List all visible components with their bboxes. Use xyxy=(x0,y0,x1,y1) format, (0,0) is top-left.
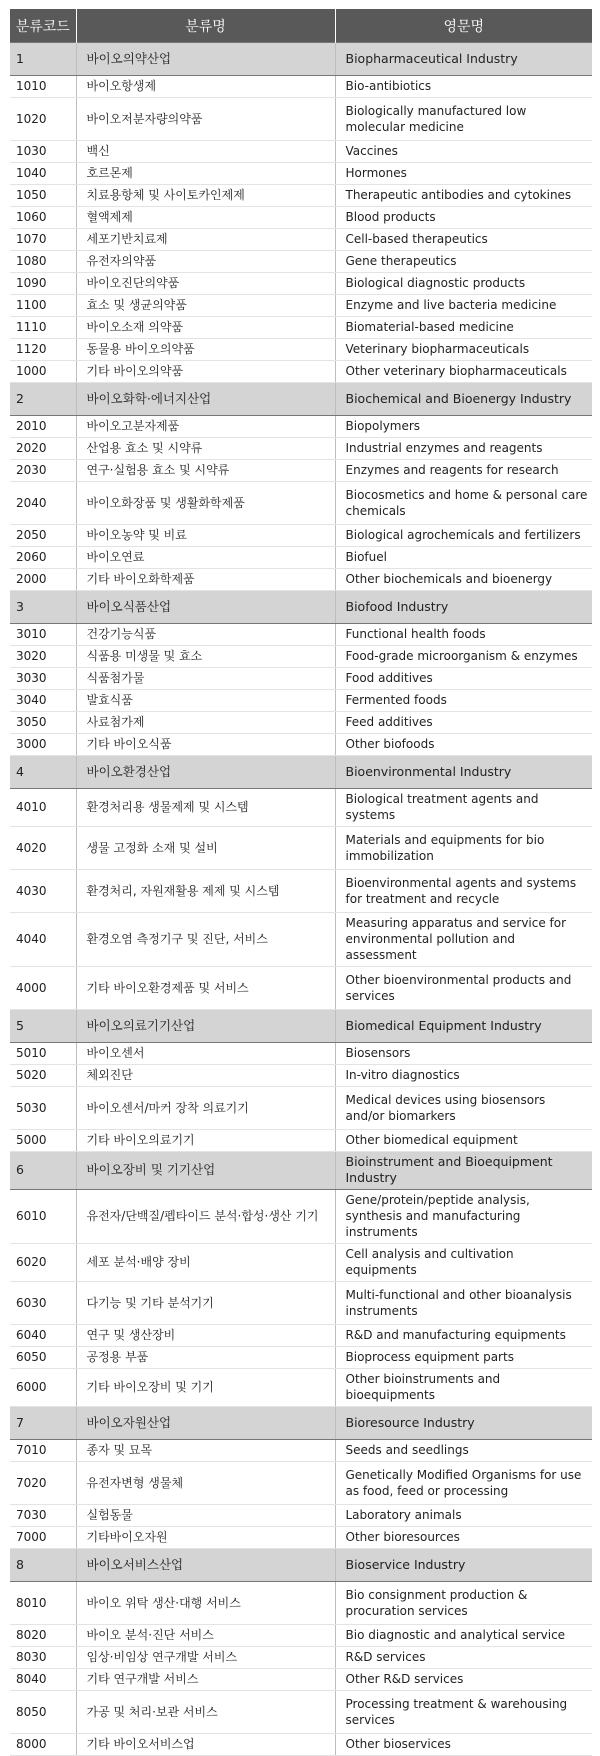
item-english-name: Veterinary biopharmaceuticals xyxy=(335,339,592,361)
item-english-name: Bio diagnostic and analytical service xyxy=(335,1625,592,1647)
table-row xyxy=(10,1505,592,1527)
item-english-name: Other bioresources xyxy=(335,1527,592,1549)
table-row xyxy=(10,76,592,98)
table-row xyxy=(10,460,592,482)
table-row xyxy=(10,361,592,383)
category-code: 1 xyxy=(10,43,76,76)
item-korean-name: 기타 바이오의약품 xyxy=(76,361,335,383)
header-row xyxy=(10,9,592,43)
item-english-name: Cell analysis and cultivation equipments xyxy=(335,1244,592,1282)
table-row xyxy=(10,1244,592,1282)
table-row xyxy=(10,525,592,547)
item-code: 8050 xyxy=(10,1691,76,1734)
item-code: 8020 xyxy=(10,1625,76,1647)
item-english-name: Other bioservices xyxy=(335,1734,592,1756)
item-english-name: Genetically Modified Organisms for use as food, feed or processing xyxy=(335,1462,592,1505)
item-code: 3020 xyxy=(10,646,76,668)
item-english-name: Other bioenvironmental products and services xyxy=(335,967,592,1010)
table-row xyxy=(10,482,592,525)
item-english-name: Materials and equipments for bio immobilization xyxy=(335,827,592,870)
item-english-name: Biosensors xyxy=(335,1043,592,1065)
item-korean-name: 유전자변형 생물체 xyxy=(76,1462,335,1505)
item-code: 8030 xyxy=(10,1647,76,1669)
category-english-name: Biomedical Equipment Industry xyxy=(335,1010,592,1043)
table-row xyxy=(10,438,592,460)
item-code: 1010 xyxy=(10,76,76,98)
item-korean-name: 바이오센서 xyxy=(76,1043,335,1065)
table-row xyxy=(10,1462,592,1505)
table-row xyxy=(10,185,592,207)
item-english-name: Enzyme and live bacteria medicine xyxy=(335,295,592,317)
item-code: 6050 xyxy=(10,1347,76,1369)
item-english-name: Blood products xyxy=(335,207,592,229)
item-code: 2050 xyxy=(10,525,76,547)
item-code: 1110 xyxy=(10,317,76,339)
item-korean-name: 종자 및 묘목 xyxy=(76,1440,335,1462)
category-row xyxy=(10,1549,592,1582)
item-english-name: Biologically manufactured low molecular medicine xyxy=(335,98,592,141)
item-code: 7030 xyxy=(10,1505,76,1527)
item-english-name: Functional health foods xyxy=(335,624,592,646)
table-row xyxy=(10,273,592,295)
item-korean-name: 기타 바이오화학제품 xyxy=(76,569,335,591)
table-row xyxy=(10,569,592,591)
item-code: 4020 xyxy=(10,827,76,870)
table-row xyxy=(10,547,592,569)
item-english-name: Therapeutic antibodies and cytokines xyxy=(335,185,592,207)
item-korean-name: 유전자의약품 xyxy=(76,251,335,273)
category-english-name: Biofood Industry xyxy=(335,591,592,624)
table-body xyxy=(10,43,592,1756)
table-row xyxy=(10,690,592,712)
item-code: 7010 xyxy=(10,1440,76,1462)
item-code: 2010 xyxy=(10,416,76,438)
category-korean-name: 바이오자원산업 xyxy=(76,1407,335,1440)
item-korean-name: 식품첨가물 xyxy=(76,668,335,690)
item-code: 1040 xyxy=(10,163,76,185)
table-row xyxy=(10,339,592,361)
item-code: 3030 xyxy=(10,668,76,690)
category-korean-name: 바이오서비스산업 xyxy=(76,1549,335,1582)
item-korean-name: 백신 xyxy=(76,141,335,163)
item-code: 7000 xyxy=(10,1527,76,1549)
item-english-name: Industrial enzymes and reagents xyxy=(335,438,592,460)
item-code: 2020 xyxy=(10,438,76,460)
category-korean-name: 바이오장비 및 기기산업 xyxy=(76,1152,335,1190)
category-code: 3 xyxy=(10,591,76,624)
table-row xyxy=(10,967,592,1010)
table-row xyxy=(10,1669,592,1691)
item-code: 5030 xyxy=(10,1087,76,1130)
item-korean-name: 식품용 미생물 및 효소 xyxy=(76,646,335,668)
item-korean-name: 바이오저분자량의약품 xyxy=(76,98,335,141)
category-korean-name: 바이오식품산업 xyxy=(76,591,335,624)
item-korean-name: 효소 및 생균의약품 xyxy=(76,295,335,317)
item-english-name: Biocosmetics and home & personal care chemicals xyxy=(335,482,592,525)
item-code: 2000 xyxy=(10,569,76,591)
category-korean-name: 바이오환경산업 xyxy=(76,756,335,789)
item-code: 3040 xyxy=(10,690,76,712)
table-row xyxy=(10,317,592,339)
item-english-name: Biofuel xyxy=(335,547,592,569)
item-english-name: Bio consignment production & procuration services xyxy=(335,1582,592,1625)
table-row xyxy=(10,1087,592,1130)
item-korean-name: 기타 바이오환경제품 및 서비스 xyxy=(76,967,335,1010)
item-english-name: Feed additives xyxy=(335,712,592,734)
table-row xyxy=(10,1527,592,1549)
item-code: 1100 xyxy=(10,295,76,317)
item-korean-name: 동물용 바이오의약품 xyxy=(76,339,335,361)
item-korean-name: 기타 바이오장비 및 기기 xyxy=(76,1369,335,1407)
item-code: 8040 xyxy=(10,1669,76,1691)
item-code: 8000 xyxy=(10,1734,76,1756)
item-code: 4000 xyxy=(10,967,76,1010)
item-korean-name: 기타바이오자원 xyxy=(76,1527,335,1549)
item-code: 1030 xyxy=(10,141,76,163)
table-row xyxy=(10,207,592,229)
table-row xyxy=(10,1625,592,1647)
item-english-name: Food additives xyxy=(335,668,592,690)
item-english-name: Bioprocess equipment parts xyxy=(335,1347,592,1369)
item-korean-name: 환경오염 측정기구 및 진단, 서비스 xyxy=(76,913,335,967)
item-korean-name: 건강기능식품 xyxy=(76,624,335,646)
item-english-name: Measuring apparatus and service for environmental pollution and assessment xyxy=(335,913,592,967)
item-english-name: Biomaterial-based medicine xyxy=(335,317,592,339)
item-code: 3010 xyxy=(10,624,76,646)
item-korean-name: 체외진단 xyxy=(76,1065,335,1087)
item-korean-name: 환경처리, 자원재활용 제제 및 시스템 xyxy=(76,870,335,913)
category-row xyxy=(10,1407,592,1440)
item-code: 6020 xyxy=(10,1244,76,1282)
item-english-name: Gene/protein/peptide analysis, synthesis and manufacturing instruments xyxy=(335,1190,592,1244)
item-code: 4030 xyxy=(10,870,76,913)
item-code: 1120 xyxy=(10,339,76,361)
table-row xyxy=(10,624,592,646)
item-english-name: Processing treatment & warehousing services xyxy=(335,1691,592,1734)
category-code: 6 xyxy=(10,1152,76,1190)
item-code: 6030 xyxy=(10,1282,76,1325)
category-english-name: Biopharmaceutical Industry xyxy=(335,43,592,76)
item-korean-name: 발효식품 xyxy=(76,690,335,712)
table-row xyxy=(10,1734,592,1756)
table-row xyxy=(10,1582,592,1625)
item-korean-name: 기타 바이오식품 xyxy=(76,734,335,756)
item-korean-name: 공정용 부품 xyxy=(76,1347,335,1369)
table-row xyxy=(10,1440,592,1462)
item-code: 1000 xyxy=(10,361,76,383)
category-korean-name: 바이오의료기기산업 xyxy=(76,1010,335,1043)
table-row xyxy=(10,1369,592,1407)
item-code: 4040 xyxy=(10,913,76,967)
item-english-name: Laboratory animals xyxy=(335,1505,592,1527)
item-korean-name: 가공 및 처리·보관 서비스 xyxy=(76,1691,335,1734)
item-english-name: In-vitro diagnostics xyxy=(335,1065,592,1087)
category-english-name: Biochemical and Bioenergy Industry xyxy=(335,383,592,416)
item-code: 2040 xyxy=(10,482,76,525)
item-english-name: Medical devices using biosensors and/or biomarkers xyxy=(335,1087,592,1130)
item-code: 6000 xyxy=(10,1369,76,1407)
category-row xyxy=(10,591,592,624)
item-code: 6040 xyxy=(10,1325,76,1347)
item-korean-name: 연구·실험용 효소 및 시약류 xyxy=(76,460,335,482)
item-korean-name: 임상·비임상 연구개발 서비스 xyxy=(76,1647,335,1669)
item-english-name: Other biomedical equipment xyxy=(335,1130,592,1152)
table-row xyxy=(10,1130,592,1152)
item-english-name: Biological agrochemicals and fertilizers xyxy=(335,525,592,547)
table-row xyxy=(10,295,592,317)
item-english-name: Seeds and seedlings xyxy=(335,1440,592,1462)
header-korean-name: 분류명 xyxy=(76,9,335,43)
item-code: 2030 xyxy=(10,460,76,482)
category-row xyxy=(10,1010,592,1043)
item-code: 3050 xyxy=(10,712,76,734)
category-code: 2 xyxy=(10,383,76,416)
item-english-name: Vaccines xyxy=(335,141,592,163)
item-korean-name: 산업용 효소 및 시약류 xyxy=(76,438,335,460)
item-korean-name: 다기능 및 기타 분석기기 xyxy=(76,1282,335,1325)
table-row xyxy=(10,229,592,251)
table-row xyxy=(10,98,592,141)
item-code: 6010 xyxy=(10,1190,76,1244)
item-code: 8010 xyxy=(10,1582,76,1625)
item-english-name: Biopolymers xyxy=(335,416,592,438)
item-english-name: Gene therapeutics xyxy=(335,251,592,273)
item-korean-name: 호르몬제 xyxy=(76,163,335,185)
item-korean-name: 바이오소재 의약품 xyxy=(76,317,335,339)
table-row xyxy=(10,1282,592,1325)
item-english-name: Other biochemicals and bioenergy xyxy=(335,569,592,591)
item-english-name: Other biofoods xyxy=(335,734,592,756)
item-korean-name: 바이오고분자제품 xyxy=(76,416,335,438)
item-korean-name: 기타 바이오서비스업 xyxy=(76,1734,335,1756)
category-code: 8 xyxy=(10,1549,76,1582)
item-code: 3000 xyxy=(10,734,76,756)
item-code: 5000 xyxy=(10,1130,76,1152)
item-english-name: Other R&D services xyxy=(335,1669,592,1691)
item-korean-name: 기타 연구개발 서비스 xyxy=(76,1669,335,1691)
category-korean-name: 바이오의약산업 xyxy=(76,43,335,76)
item-english-name: Enzymes and reagents for research xyxy=(335,460,592,482)
table-row xyxy=(10,646,592,668)
item-korean-name: 바이오 분석·진단 서비스 xyxy=(76,1625,335,1647)
item-korean-name: 바이오진단의약품 xyxy=(76,273,335,295)
category-code: 5 xyxy=(10,1010,76,1043)
item-korean-name: 사료첨가제 xyxy=(76,712,335,734)
item-english-name: Multi-functional and other bioanalysis instruments xyxy=(335,1282,592,1325)
item-korean-name: 바이오화장품 및 생활화학제품 xyxy=(76,482,335,525)
item-korean-name: 바이오센서/마커 장착 의료기기 xyxy=(76,1087,335,1130)
item-code: 1060 xyxy=(10,207,76,229)
table-row xyxy=(10,1190,592,1244)
item-korean-name: 치료용항체 및 사이토카인제제 xyxy=(76,185,335,207)
item-korean-name: 바이오농약 및 비료 xyxy=(76,525,335,547)
header-english-name: 영문명 xyxy=(335,9,592,43)
item-english-name: Hormones xyxy=(335,163,592,185)
category-row xyxy=(10,43,592,76)
item-code: 1090 xyxy=(10,273,76,295)
item-korean-name: 바이오 위탁 생산·대행 서비스 xyxy=(76,1582,335,1625)
item-korean-name: 기타 바이오의료기기 xyxy=(76,1130,335,1152)
table-row xyxy=(10,734,592,756)
classification-table xyxy=(10,9,592,1756)
item-korean-name: 바이오항생제 xyxy=(76,76,335,98)
category-english-name: Bioenvironmental Industry xyxy=(335,756,592,789)
table-row xyxy=(10,1325,592,1347)
item-english-name: Biological treatment agents and systems xyxy=(335,789,592,827)
item-english-name: R&D and manufacturing equipments xyxy=(335,1325,592,1347)
table-row xyxy=(10,163,592,185)
item-code: 4010 xyxy=(10,789,76,827)
item-code: 1050 xyxy=(10,185,76,207)
category-code: 7 xyxy=(10,1407,76,1440)
item-english-name: Bio-antibiotics xyxy=(335,76,592,98)
item-code: 2060 xyxy=(10,547,76,569)
item-korean-name: 혈액제제 xyxy=(76,207,335,229)
table-row xyxy=(10,416,592,438)
table-row xyxy=(10,1065,592,1087)
table-row xyxy=(10,1647,592,1669)
item-code: 7020 xyxy=(10,1462,76,1505)
item-korean-name: 연구 및 생산장비 xyxy=(76,1325,335,1347)
table-row xyxy=(10,870,592,913)
table-row xyxy=(10,1691,592,1734)
item-english-name: Other bioinstruments and bioequipments xyxy=(335,1369,592,1407)
item-code: 1070 xyxy=(10,229,76,251)
category-row xyxy=(10,383,592,416)
item-english-name: Food-grade microorganism & enzymes xyxy=(335,646,592,668)
category-english-name: Bioresource Industry xyxy=(335,1407,592,1440)
item-korean-name: 세포기반치료제 xyxy=(76,229,335,251)
item-korean-name: 유전자/단백질/펩타이드 분석·합성·생산 기기 xyxy=(76,1190,335,1244)
item-code: 1080 xyxy=(10,251,76,273)
item-code: 5020 xyxy=(10,1065,76,1087)
table-row xyxy=(10,141,592,163)
table-row xyxy=(10,827,592,870)
category-english-name: Bioinstrument and Bioequipment Industry xyxy=(335,1152,592,1190)
table-row xyxy=(10,913,592,967)
table-row xyxy=(10,251,592,273)
category-korean-name: 바이오화학·에너지산업 xyxy=(76,383,335,416)
item-english-name: Cell-based therapeutics xyxy=(335,229,592,251)
item-english-name: Other veterinary biopharmaceuticals xyxy=(335,361,592,383)
category-row xyxy=(10,756,592,789)
item-code: 1020 xyxy=(10,98,76,141)
table-row xyxy=(10,1347,592,1369)
category-code: 4 xyxy=(10,756,76,789)
table-row xyxy=(10,668,592,690)
category-english-name: Bioservice Industry xyxy=(335,1549,592,1582)
item-english-name: Bioenvironmental agents and systems for treatment and recycle xyxy=(335,870,592,913)
item-korean-name: 세포 분석·배양 장비 xyxy=(76,1244,335,1282)
item-code: 5010 xyxy=(10,1043,76,1065)
item-korean-name: 환경처리용 생물제제 및 시스템 xyxy=(76,789,335,827)
category-row xyxy=(10,1152,592,1190)
item-english-name: R&D services xyxy=(335,1647,592,1669)
item-korean-name: 바이오연료 xyxy=(76,547,335,569)
item-korean-name: 생물 고정화 소재 및 설비 xyxy=(76,827,335,870)
table-row xyxy=(10,1043,592,1065)
table-row xyxy=(10,789,592,827)
item-english-name: Biological diagnostic products xyxy=(335,273,592,295)
header-code: 분류코드 xyxy=(10,9,76,43)
table-row xyxy=(10,712,592,734)
item-english-name: Fermented foods xyxy=(335,690,592,712)
item-korean-name: 실험동물 xyxy=(76,1505,335,1527)
